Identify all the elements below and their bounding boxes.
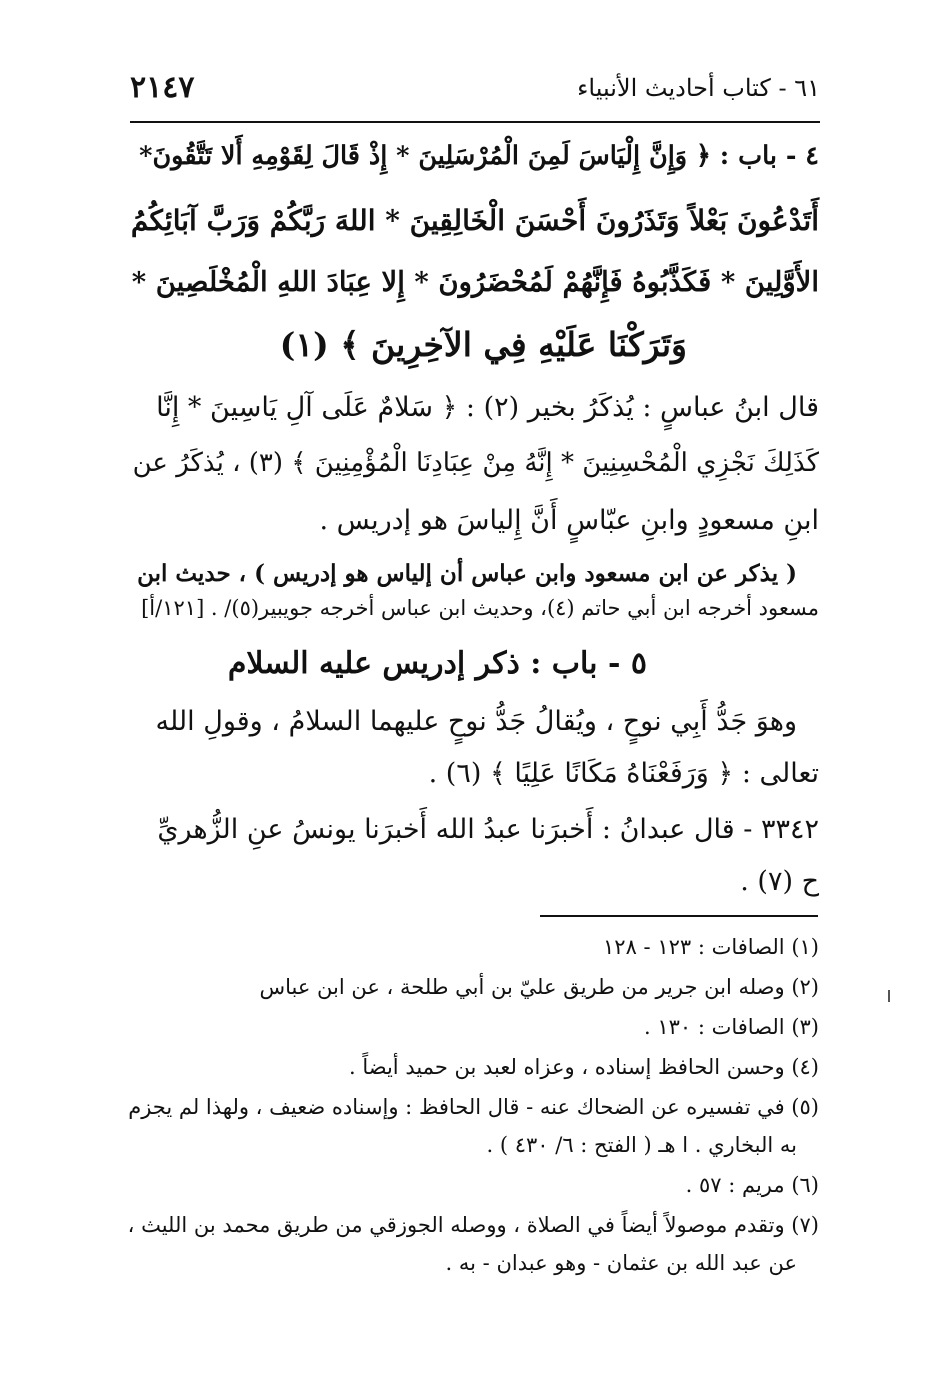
footnote-6: (٦) مريم : ٥٧ .	[685, 1173, 819, 1197]
body-line-ibn-abbas-1: قال ابنُ عباسٍ : يُذكَرُ بخير (٢) : ﴿ سَلامٌ عَلَى آلِ يَاسِينَ * إِنَّا	[156, 392, 819, 423]
footnote-7-line-2: عن عبد الله بن عثمان - وهو عبدان - به .	[445, 1251, 797, 1275]
header-rule	[130, 121, 820, 123]
body-line-ibn-abbas-2: كَذَلِكَ نَجْزِي الْمُحْسِنِينَ * إِنَّهُ مِنْ عِبَادِنَا الْمُؤْمِنِينَ ﴾ (٣) ، يُذكَرُ عن	[132, 448, 819, 478]
footnote-7-line-1: (٧) وتقدم موصولاً أيضاً في الصلاة ، ووصله الجوزقي من طريق محمد بن الليث ،	[127, 1213, 819, 1237]
footnote-1: (١) الصافات : ١٢٣ - ١٢٨	[603, 935, 819, 959]
footnote-rule	[540, 915, 818, 917]
chapter-title: ٦١ - كتاب أحاديث الأنبياء	[577, 74, 820, 102]
section-5-heading: ٥ - باب : ذكر إدريس عليه السلام	[227, 646, 647, 681]
footnote-5-line-2: به البخاري . ا هـ ( الفتح : ٦/ ٤٣٠ ) .	[486, 1133, 797, 1157]
margin-mark	[888, 990, 890, 1002]
section-4-heading-line-3: الأَوَّلِينَ * فَكَذَّبُوهُ فَإِنَّهُمْ لَمُحْضَرُونَ * إِلا عِبَادَ اللهِ الْمُخْلَصِينَ *	[131, 266, 819, 298]
hadith-3342-line-1: ٣٣٤٢ - قال عبدانُ : أَخبرَنا عبدُ الله أَخبرَنا يونسُ عنِ الزُّهريِّ	[157, 814, 819, 845]
hadith-3342-line-2: ح (٧) .	[740, 866, 819, 897]
section-4-heading-line-4: وَتَرَكْنَا عَلَيْهِ فِي الآخِرِينَ ﴾ (١)	[279, 325, 687, 364]
commentary-line-2: مسعود أخرجه ابن أبي حاتم (٤)، وحديث ابن عباس أخرجه جويبير(٥)/ . [١٢١/أ]	[141, 596, 819, 620]
commentary-line-1: ( يذكر عن ابن مسعود وابن عباس أن إلياس هو إدريس ) ، حديث ابن	[137, 560, 797, 587]
footnote-5-line-1: (٥) في تفسيره عن الضحاك عنه - قال الحافظ : وإسناده ضعيف ، ولهذا لم يجزم	[128, 1095, 819, 1119]
footnote-2: (٢) وصله ابن جرير من طريق عليّ بن أبي طلحة ، عن ابن عباس	[259, 975, 819, 999]
running-header	[130, 62, 820, 112]
section-4-heading-line-1: ٤ - باب : ﴿ وَإِنَّ إِلْيَاسَ لَمِنَ الْمُرْسَلِينَ * إِذْ قَالَ لِقَوْمِهِ أَلا تَتَّقُونَ*	[139, 141, 819, 171]
page-number: ٢١٤٧	[130, 70, 195, 105]
footnote-3: (٣) الصافات : ١٣٠ .	[643, 1015, 819, 1039]
body-line-ibn-abbas-3: ابنِ مسعودٍ وابنِ عبّاسٍ أَنَّ إِلياسَ هو إدريس .	[319, 505, 819, 536]
body-line-idris-1: وهوَ جَدُّ أَبِي نوحٍ ، ويُقالُ جَدُّ نوحٍ عليهما السلامُ ، وقولِ الله	[155, 706, 797, 737]
body-line-idris-2: تعالى : ﴿ وَرَفَعْنَاهُ مَكَانًا عَلِيًا ﴾ (٦) .	[428, 758, 819, 789]
footnote-4: (٤) وحسن الحافظ إسناده ، وعزاه لعبد بن حميد أيضاً .	[349, 1055, 819, 1079]
section-4-heading-line-2: أَتَدْعُونَ بَعْلاً وَتَذَرُونَ أَحْسَنَ الْخَالِقِينَ * اللهَ رَبَّكُمْ وَرَبَّ آبَائِكُمُ	[130, 204, 819, 237]
